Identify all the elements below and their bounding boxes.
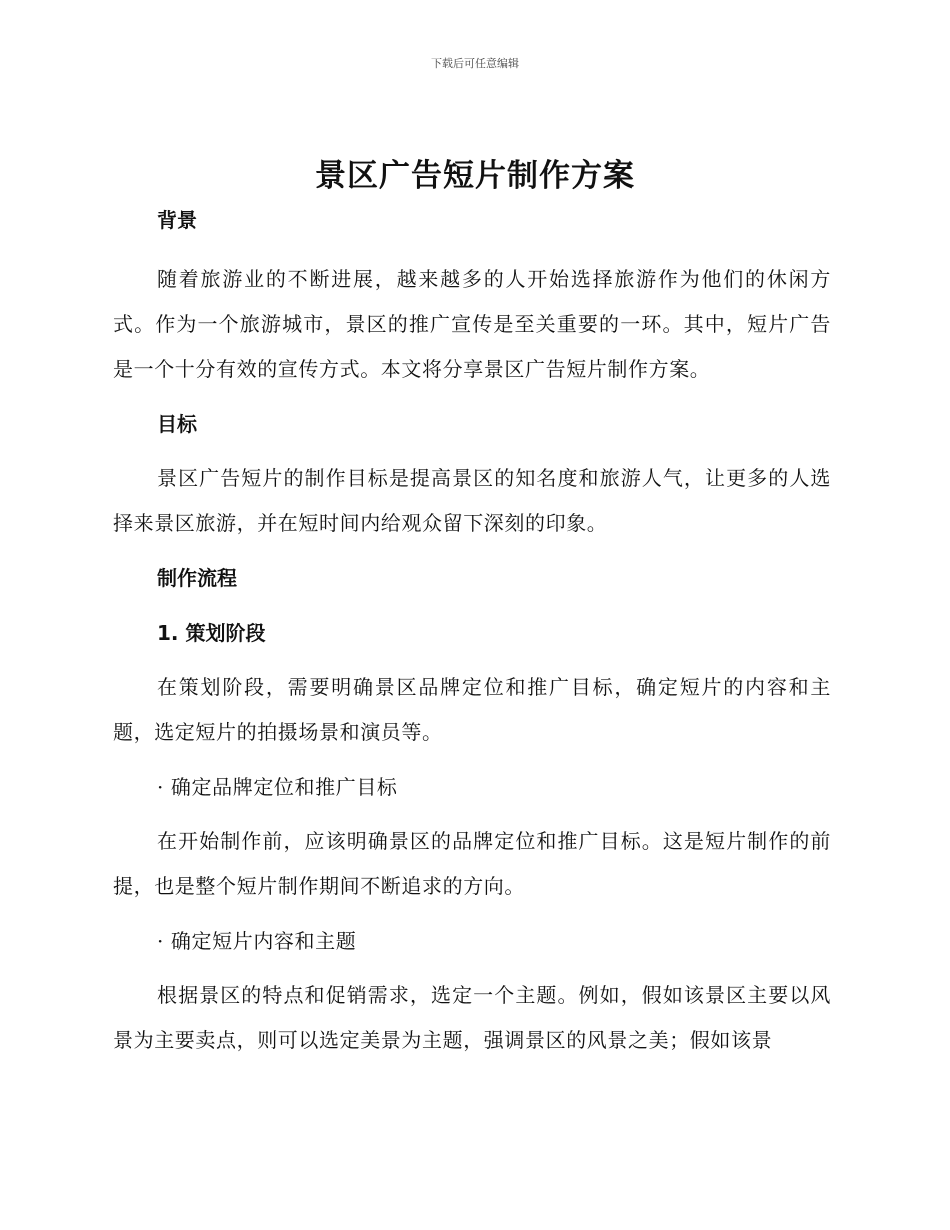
section-heading-background: 背景 <box>157 208 197 232</box>
document-title: 景区广告短片制作方案 <box>315 158 635 194</box>
document-body <box>113 200 831 1063</box>
section-heading-goal: 目标 <box>157 412 197 436</box>
paragraph-background: 随着旅游业的不断进展，越来越多的人开始选择旅游作为他们的休闲方式。作为一个旅游城市，景区的推广宣传是至关重要的一环。其中，短片广告是一个十分有效的宣传方式。本文将分享景区广告短片制作方案。 <box>113 267 831 381</box>
paragraph-goal: 景区广告短片的制作目标是提高景区的知名度和旅游人气，让更多的人选择来景区旅游，并在短时间内给观众留下深刻的印象。 <box>113 466 831 535</box>
bullet-brand-positioning: · 确定品牌定位和推广目标 <box>157 775 398 799</box>
subsection-heading-planning: 1. 策划阶段 <box>157 621 266 645</box>
paragraph-content-theme: 根据景区的特点和促销需求，选定一个主题。例如，假如该景区主要以风景为主要卖点，则可以选定美景为主题，强调景区的风景之美；假如该景 <box>113 983 831 1052</box>
paragraph-brand-positioning: 在开始制作前，应该明确景区的品牌定位和推广目标。这是短片制作的前提，也是整个短片制作期间不断追求的方向。 <box>113 829 831 898</box>
paragraph-planning: 在策划阶段，需要明确景区品牌定位和推广目标，确定短片的内容和主题，选定短片的拍摄场景和演员等。 <box>113 675 831 744</box>
bullet-content-theme: · 确定短片内容和主题 <box>157 929 357 953</box>
section-heading-process: 制作流程 <box>157 566 237 590</box>
header-note: 下载后可任意编辑 <box>431 57 519 70</box>
